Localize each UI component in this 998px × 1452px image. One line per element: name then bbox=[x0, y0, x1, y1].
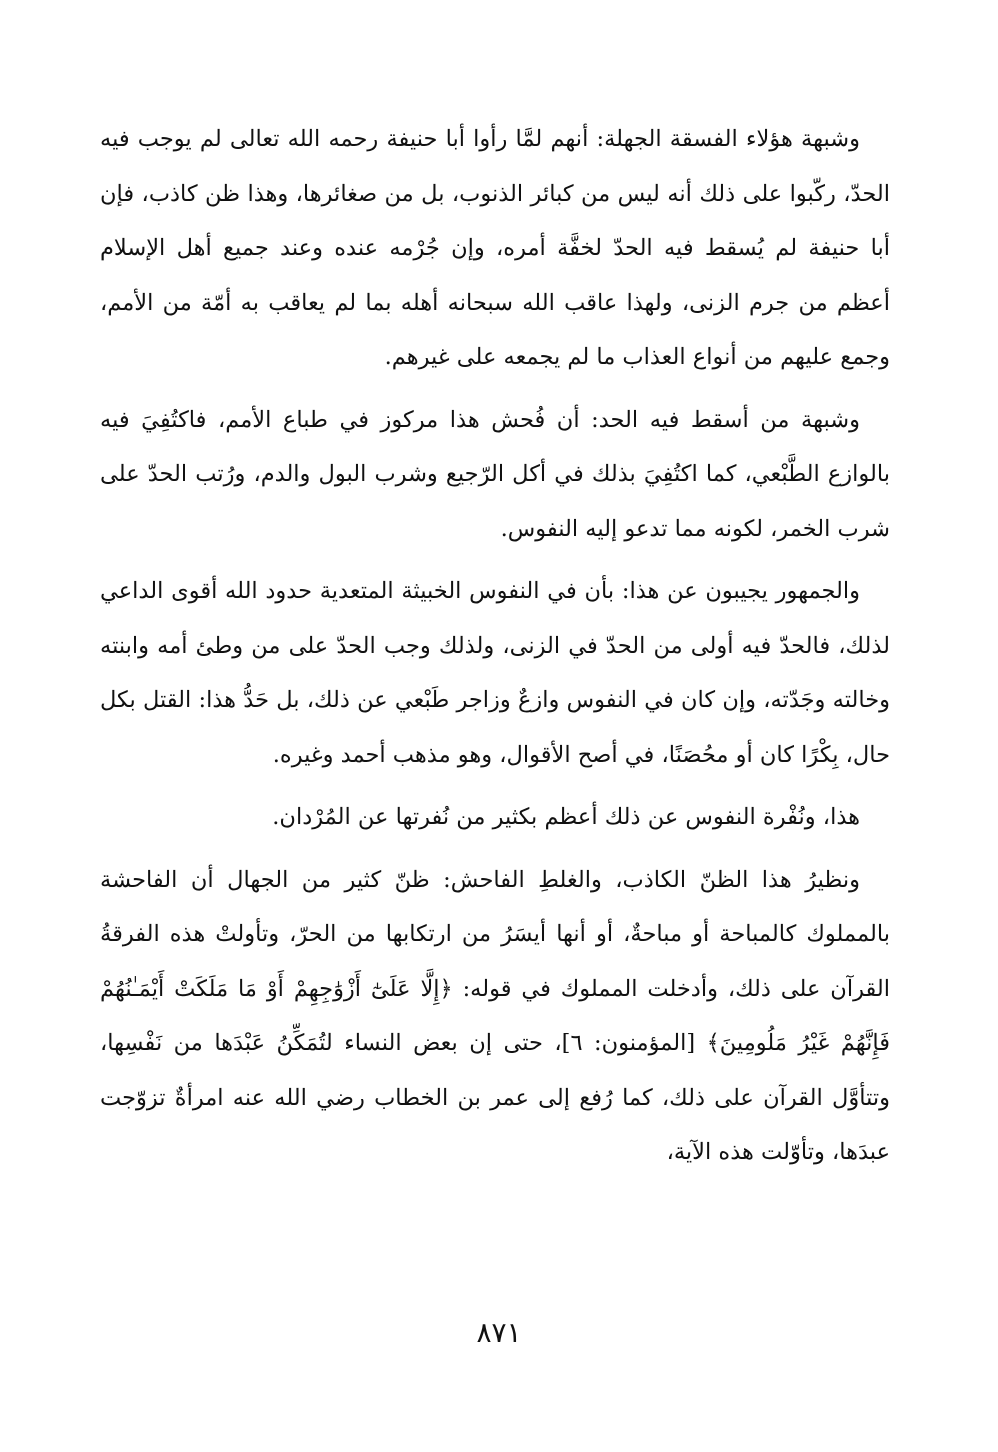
paragraph-2: وشبهة من أسقط فيه الحد: أن فُحش هذا مركوز في طباع الأمم، فاكتُفِيَ فيه بالوازع الطَّبْعي، كما اكتُفِيَ بذلك في أكل الرّجيع وشرب البول والدم، ورُتب الحدّ على شرب الخمر، لكونه مما تدعو إليه النفوس. bbox=[100, 406, 890, 542]
page-number: ٨٧١ bbox=[476, 1316, 522, 1349]
paragraph-4: هذا، ونُفْرة النفوس عن ذلك أعظم بكثير من نُفرتها عن المُرْدان. bbox=[272, 804, 860, 830]
paragraph-5: ونظيرُ هذا الظنّ الكاذب، والغلطِ الفاحش: ظنّ كثير من الجهال أن الفاحشة بالمملوك كالمباحة أو مباحةٌ، أو أنها أيسَرُ من ارتكابها من الحرّ، وتأولتْ هذه الفرقةُ القرآن على ذلك، وأدخلت المملوك في قوله: ﴿إِلَّا عَلَىٰٓ أَزْوَٰجِهِمْ أَوْ مَا مَلَكَتْ أَيْمَـٰنُهُمْ فَإِنَّهُمْ غَيْرُ مَلُومِينَ﴾ [المؤمنون: ٦]، حتى إن بعض النساء لتُمَكِّنُ عَبْدَها من نَفْسِها، وتتأوَّل القرآن على ذلك، كما رُفع إلى عمر بن الخطاب رضي الله عنه امرأةٌ تزوّجت عبدَها، وتأوّلت هذه الآية، bbox=[100, 866, 890, 1165]
page-body bbox=[100, 112, 890, 1188]
paragraph-1: وشبهة هؤلاء الفسقة الجهلة: أنهم لمَّا رأوا أبا حنيفة رحمه الله تعالى لم يوجب فيه الحدّ، ركّبوا على ذلك أنه ليس من كبائر الذنوب، بل من صغائرها، وهذا ظن كاذب، فإن أبا حنيفة لم يُسقط فيه الحدّ لخفَّة أمره، وإن جُرْمه عنده وعند جميع أهل الإسلام أعظم من جرم الزنى، ولهذا عاقب الله سبحانه أهله بما لم يعاقب به أمّة من الأمم، وجمع عليهم من أنواع العذاب ما لم يجمعه على غيرهم. bbox=[100, 126, 890, 370]
paragraph-3: والجمهور يجيبون عن هذا: بأن في النفوس الخبيثة المتعدية حدود الله أقوى الداعي لذلك، فالحدّ فيه أولى من الحدّ في الزنى، ولذلك وجب الحدّ على من وطئ أمه وابنته وخالته وجَدّته، وإن كان في النفوس وازعٌ وزاجر طَبْعي عن ذلك، بل حَدُّ هذا: القتل بكل حال، بِكْرًا كان أو محُصَنًا، في أصح الأقوال، وهو مذهب أحمد وغيره. bbox=[100, 578, 890, 768]
